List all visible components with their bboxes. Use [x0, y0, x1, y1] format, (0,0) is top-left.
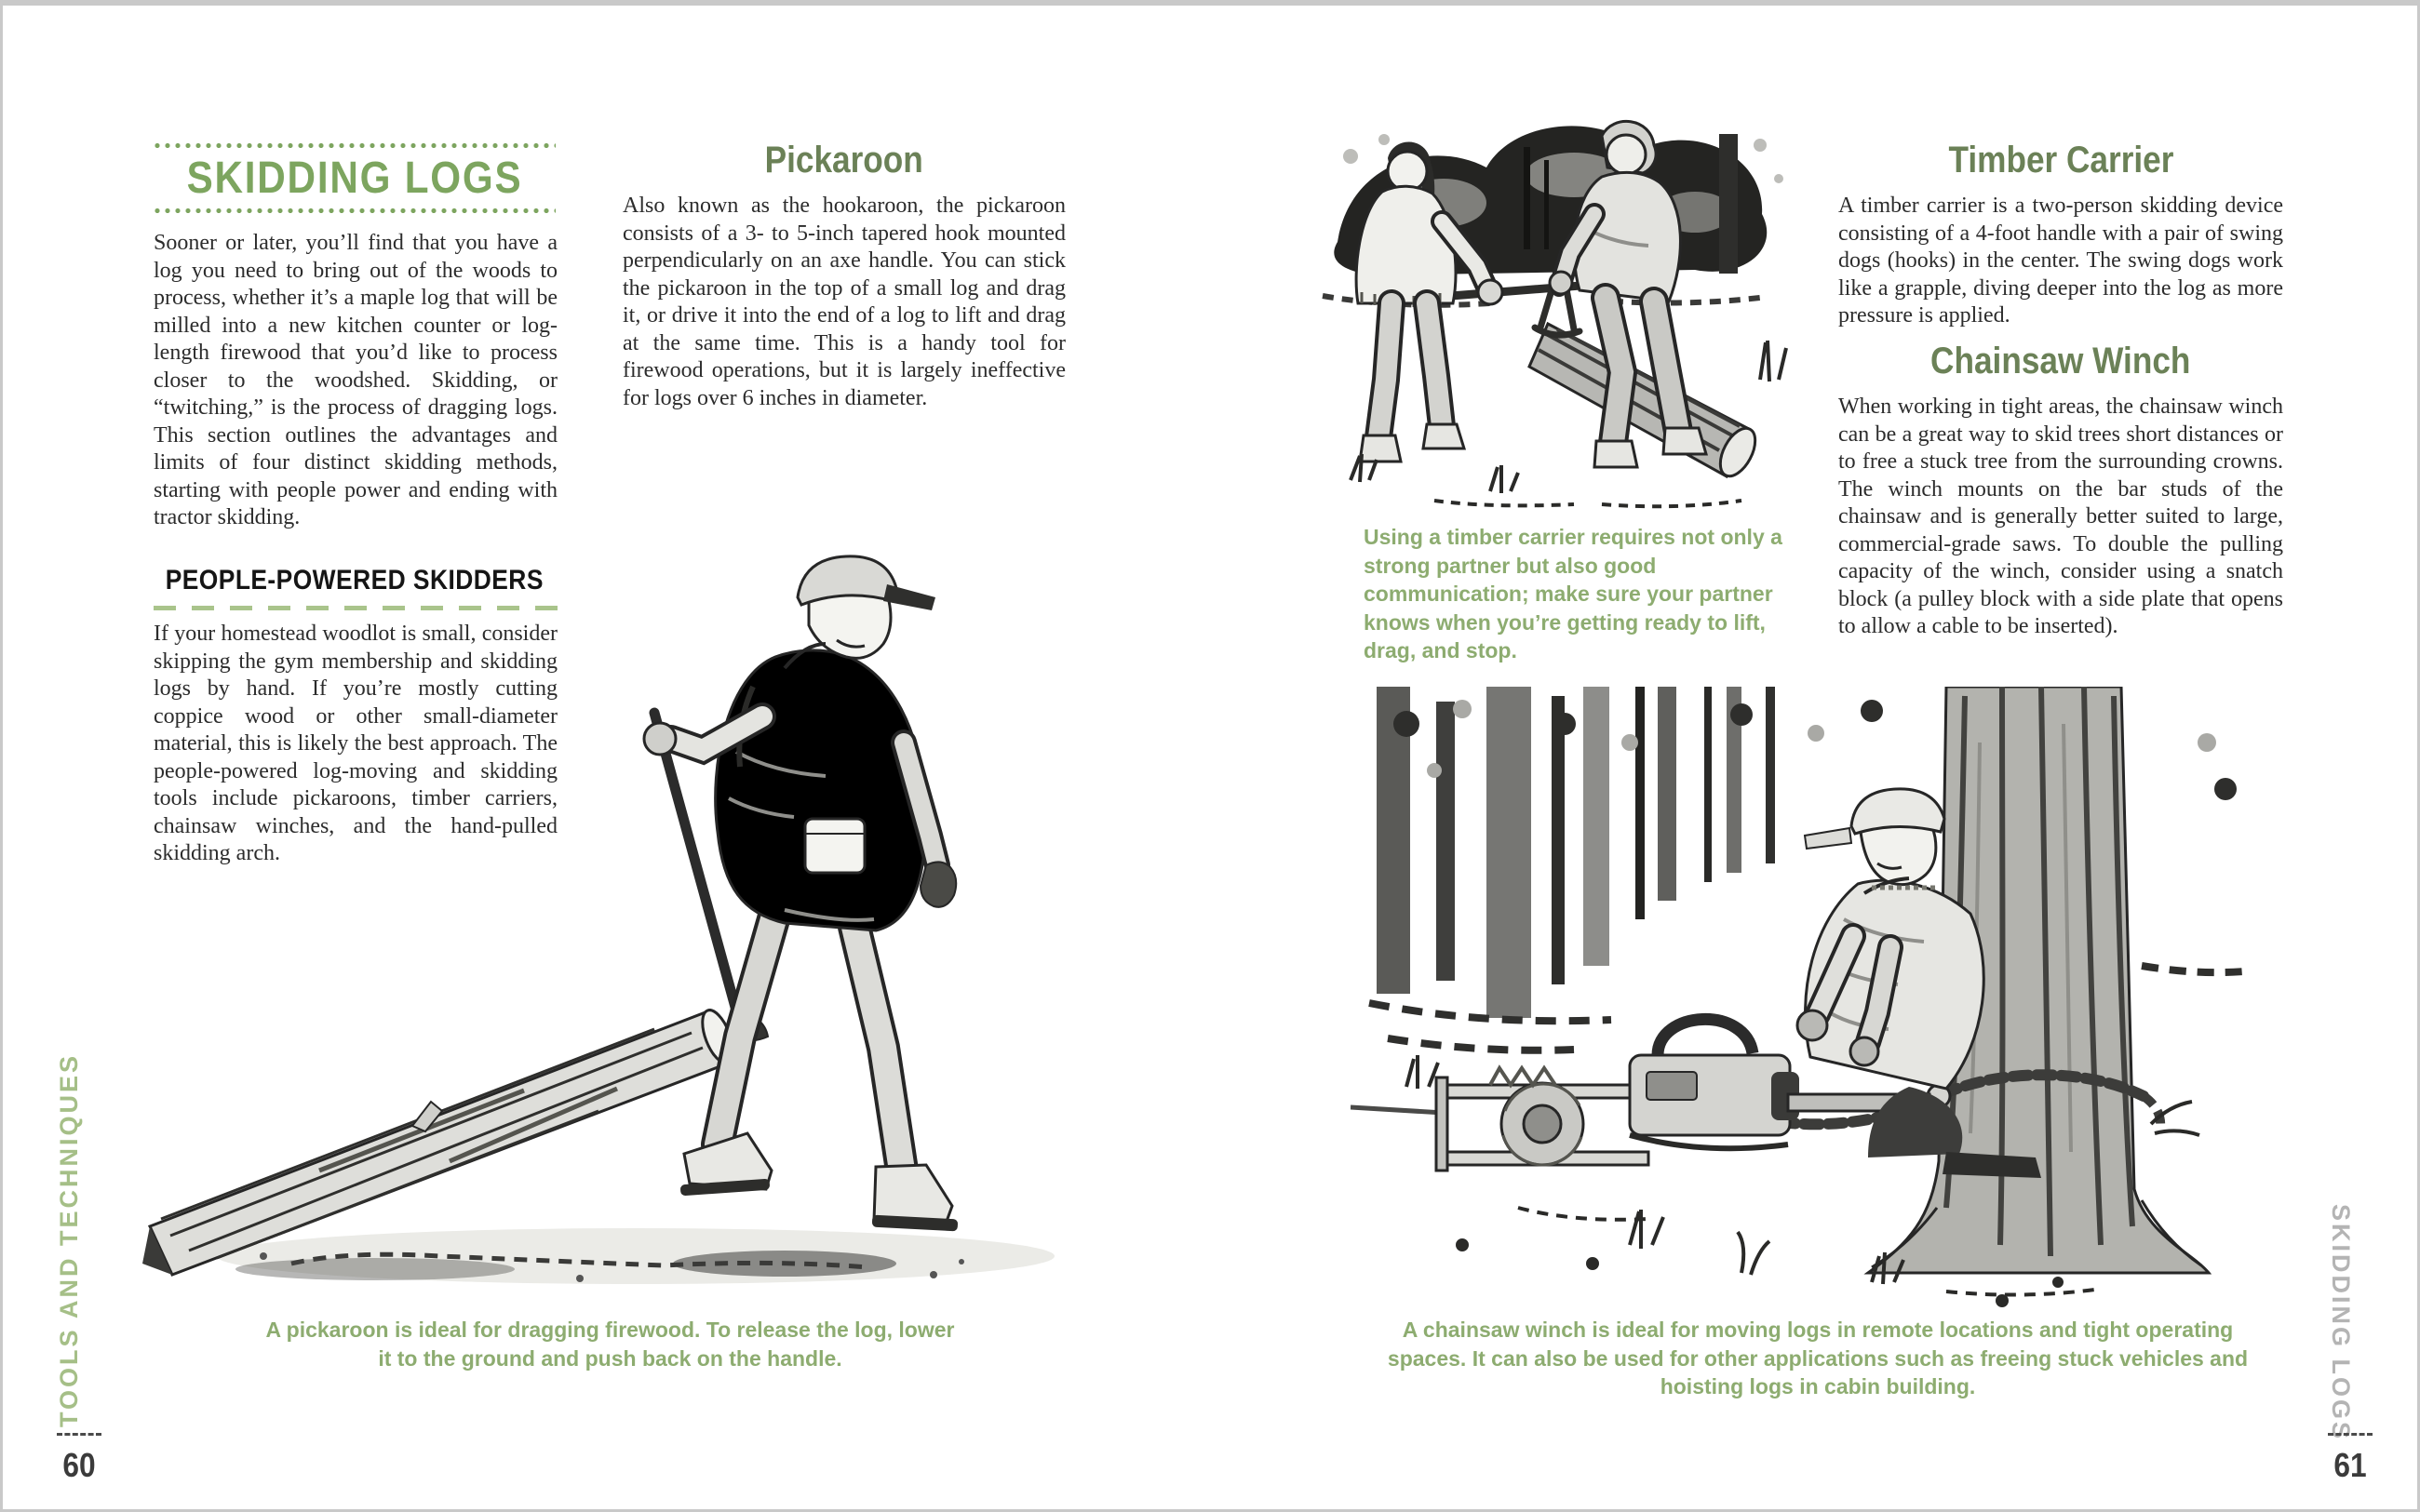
chainsaw-winch-caption: A chainsaw winch is ideal for moving logs in remote locations and tight operating spaces. It can also be used for other applications such as freeing stuck vehicles and hoisting logs in cabin building. — [1387, 1318, 2249, 1398]
right-page-number: 61 — [2333, 1446, 2367, 1484]
log — [1529, 324, 1762, 482]
page-title — [135, 153, 574, 204]
ground — [217, 1228, 1055, 1284]
timber-carrier-heading: Timber Carrier — [1948, 140, 2173, 181]
chainsaw-winch-heading: Chainsaw Winch — [1930, 341, 2191, 381]
right-sidebar-label: SKIDDING LOGS — [2327, 1204, 2355, 1442]
timber-carrier-caption: Using a timber carrier requires not only a strong partner but also good communication; make sure your partner knows when you’re getting ready to lift, drag, and stop. — [1364, 525, 1782, 662]
timber-carrier-illustration — [1295, 100, 1805, 519]
left-page-number: 60 — [62, 1446, 96, 1484]
intro-paragraph: Sooner or later, you’ll find that you have a log you need to bring out of the woods to process, whether it’s a maple log that will be milled into a new kitchen counter or log-length firewood that you’d like to process closer to the woodshed. Skidding, or “twitching,” is the process of dragging logs. This section outlines the advantages and limits of four distinct skidding methods, starting with people power and ending with tractor skidding. — [154, 231, 558, 529]
man-figure — [644, 556, 958, 1232]
pickaroon-heading: Pickaroon — [764, 140, 924, 181]
dotted-rule-bottom — [154, 207, 556, 215]
pickaroon-paragraph: Also known as the hookaroon, the pickaroon consists of a 3- to 5-inch tapered hook mounted perpendicularly on an axe handle. You can stick the pickaroon in the top of a small log and drag it, or drive it into the end of a log to lift and drag at the same time. This is a handy tool for firewood operations, but it is largely ineffective for logs over 6 inches in diameter. — [623, 194, 1066, 410]
people-powered-paragraph: If your homestead woodlot is small, consider skipping the gym membership and skidding logs by hand. If you’re mostly cutting coppice wood or other small-diameter material, this is likely the best approach. The people-powered log-moving and skidding tools include pickaroons, timber carriers, chainsaw winches, and the hand-pulled skidding arch. — [154, 622, 558, 865]
pickaroon-caption: A pickaroon is ideal for dragging firewood. To release the log, lower it to the ground and push back on the handle. — [265, 1318, 955, 1371]
right-page-number-dash — [2328, 1433, 2373, 1436]
page-title-text: SKIDDING LOGS — [186, 154, 523, 203]
left-page-number-dash — [57, 1433, 101, 1436]
chainsaw-winch-illustration — [1351, 687, 2261, 1312]
dotted-rule-top — [154, 141, 556, 150]
left-sidebar-label: TOOLS AND TECHNIQUES — [55, 1052, 83, 1427]
pickaroon-illustration — [133, 519, 1082, 1315]
timber-carrier-paragraph: A timber carrier is a two-person skidding device consisting of a 4-foot handle with a pair of swing dogs (hooks) in the center. The swing dogs work like a grapple, diving deeper into the log as more pressure is applied. — [1838, 194, 2283, 328]
chainsaw-winch-paragraph: When working in tight areas, the chainsaw winch can be a great way to skid trees short distances or to free a stuck tree from the surrounding crowns. The winch mounts on the bar studs of the chainsaw and is generally better suited to large, commercial-grade saws. To double the pulling capacity of the winch, consider using a snatch block (a pulley block with a side plate that opens to allow a cable to be inserted). — [1838, 395, 2283, 638]
people-powered-heading: PEOPLE-POWERED SKIDDERS — [165, 565, 544, 595]
